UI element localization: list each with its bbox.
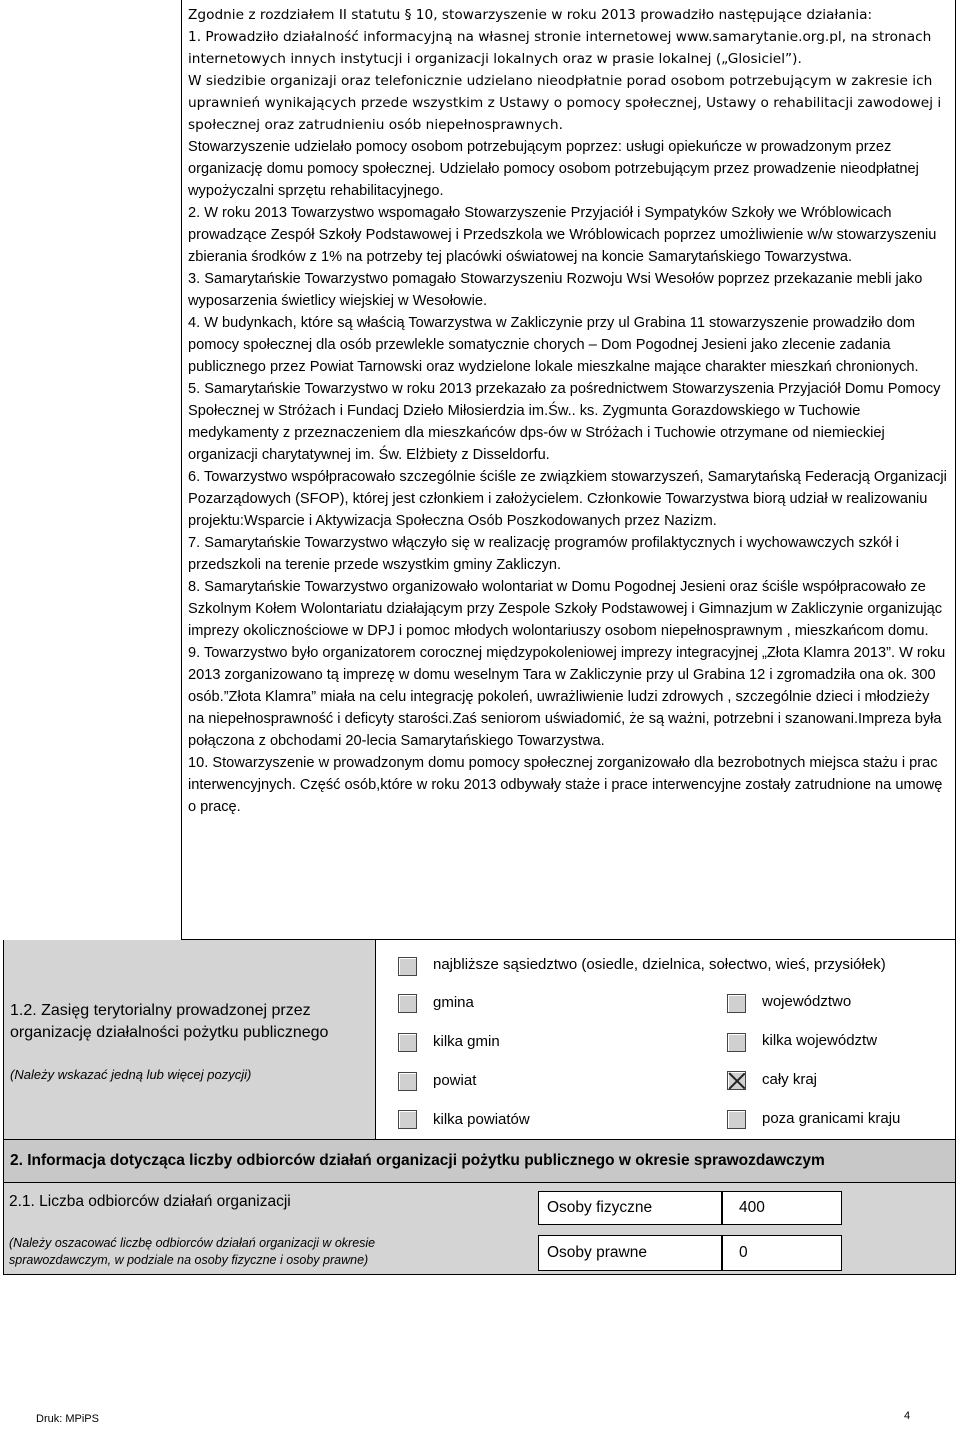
osoby-fizyczne-label: Osoby fizyczne (538, 1191, 722, 1225)
territorial-scope-note: (Należy wskazać jedną lub więcej pozycji) (10, 1067, 252, 1082)
osoby-prawne-label: Osoby prawne (538, 1235, 722, 1271)
option-label: najbliższe sąsiedztwo (osiedle, dzielnica, sołectwo, wieś, przysiółek) (433, 956, 886, 973)
recipients-title: 2.1. Liczba odbiorców działań organizacji (9, 1193, 291, 1210)
checkbox-gmina[interactable] (398, 994, 417, 1013)
print-label: Druk: MPiPS (36, 1413, 99, 1425)
checkbox-poza-granicami[interactable] (727, 1110, 746, 1129)
checkbox-kilka-gmin[interactable] (398, 1033, 417, 1052)
option-label: cały kraj (762, 1071, 818, 1088)
activity-item: 4. W budynkach, które są właścią Towarzystwa w Zakliczynie przy ul Grabina 11 stowarzyszenie prowadziło dom pomocy społecznej dla osób przewlekle somatycznie chorych – Dom Pogodnej Jesieni jako zlecenie zadania publicznego przez Powiat Tarnowski oraz wydzielone lokale mieszkalne mające charakter mieszkań chronionych. (188, 315, 919, 375)
option-label: powiat (433, 1072, 477, 1089)
checkbox-powiat[interactable] (398, 1072, 417, 1091)
checkbox-wojewodztwo[interactable] (727, 994, 746, 1013)
intro-paragraph: Zgodnie z rozdziałem II statutu § 10, stowarzyszenie w roku 2013 prowadziło następujące działania: (188, 7, 873, 23)
activities-text-block (181, 0, 956, 940)
activity-item: 10. Stowarzyszenie w prowadzonym domu pomocy społecznej zorganizowało dla bezrobotnych miejsca stażu i prac interwencyjnych. Część osób,które w roku 2013 odbywały staże i prace interwencyjne zostały zatrudnione na umowę o pracę. (188, 755, 943, 815)
intro-paragraph: 1. Prowadziło działalność informacyjną na własnej stronie internetowej www.samarytanie.org.pl, na stronach internetowych innych instytucji i organizacji lokalnych oraz w prasie lokalnej („Glosiciel”). (188, 29, 932, 67)
option-label: poza granicami kraju (762, 1110, 901, 1127)
activity-item: 2. W roku 2013 Towarzystwo wspomagało Stowarzyszenie Przyjaciół i Sympatyków Szkoły we Wróblowicach prowadzące Zespół Szkoły Podstawowej i Przedszkola we Wróblowicach poprzez umożliwienie w/w stowarzyszeniu zbierania środków z 1% na potrzeby tej placówki oświatowej na koncie Samarytańskiego Towarzystwa. (188, 205, 937, 265)
territorial-scope-title: 1.2. Zasięg terytorialny prowadzonej przez organizację działalności pożytku publicznego (10, 1002, 329, 1041)
territorial-scope-options (375, 940, 956, 1139)
option-label: kilka województw (762, 1032, 878, 1049)
osoby-fizyczne-value[interactable]: 400 (722, 1191, 842, 1225)
page-number: 4 (904, 1410, 911, 1422)
option-label: województwo (762, 993, 852, 1010)
activity-item: 8. Samarytańskie Towarzystwo organizowało wolontariat w Domu Pogodnej Jesieni oraz ściśle współpracowało ze Szkolnym Kołem Wolontariatu działającym przy Zespole Szkoły Podstawowej i Gimnazjum w Zakliczynie organizując imprezy okolicznościowe w DPJ i pomoc młodych wolontariuszy osobom niepełnosprawnym , mieszkańcom domu. (188, 579, 943, 639)
activity-item: 7. Samarytańskie Towarzystwo włączyło się w realizację programów profilaktycznych i wychowawczych szkół i przedszkoli na terenie przede wszystkim gminy Zakliczyn. (188, 535, 900, 573)
activity-item: 9. Towarzystwo było organizatorem corocznej międzypokoleniowej imprezy integracyjnej „Złota Klamra 2013”. W roku 2013 zorganizowano tą imprezę w domu weselnym Tara w Zakliczynie przy ul Grabina 12 i zgromadziła ona ok. 300 osób.”Złota Klamra” miała na celu integrację pokoleń, uwrażliwienie ludzi zdrowych , szczególnie dzieci i młodzieży na niepełnosprawność i deficyty starości.Zaś seniorom uświadomić, że są ważni, potrzebni i szanowani.Impreza była połączona z obchodami 20-lecia Samarytańskiego Towarzystwa. (188, 645, 946, 749)
recipients-values-panel (533, 1183, 956, 1275)
checkbox-kilka-powiatow[interactable] (398, 1110, 417, 1129)
activity-item: 6. Towarzystwo współpracowało szczególnie ściśle ze związkiem stowarzyszeń, Samarytańską Federacją Organizacji Pozarządowych (SFOP), której jest członkiem i założycielem. Członkowie Towarzystwa biorą udział w realizowaniu projektu:Wsparcie i Aktywizacja Społeczna Osób Poszkodowanych przez Nazizm. (188, 469, 947, 529)
intro-paragraph: W siedzibie organizaji oraz telefonicznie udzielano nieodpłatnie porad osobom potrzebującym w zakresie ich uprawnień wynikających przede wszystkim z Ustawy o pomocy społecznej, Ustawy o rehabilitacji zawodowej i społecznej oraz zatrudnieniu osób niepełnosprawnych. (188, 73, 942, 133)
checkbox-caly-kraj[interactable] (727, 1071, 746, 1090)
option-label: kilka powiatów (433, 1111, 530, 1128)
section-2-header: 2. Informacja dotycząca liczby odbiorców działań organizacji pożytku publicznego w okresie sprawozdawczym (3, 1139, 956, 1183)
osoby-prawne-value[interactable]: 0 (722, 1235, 842, 1271)
option-label: kilka gmin (433, 1033, 500, 1050)
recipients-label-panel (3, 1183, 533, 1275)
activity-item: 5. Samarytańskie Towarzystwo w roku 2013 przekazało za pośrednictwem Stowarzyszenia Przyjaciół Domu Pomocy Społecznej w Stróżach i Fundacj Dzieło Miłosierdzia im.Św.. ks. Zygmunta Gorazdowskiego w Tuchowie medykamenty z przeznaczeniem dla mieszkańców dps-ów w Stróżach i Tuchowie otrzymane od niemieckiej organizacji charytatywnej im. Św. Elżbiety z Disseldorfu. (188, 381, 941, 463)
activity-item: 3. Samarytańskie Towarzystwo pomagało Stowarzyszeniu Rozwoju Wsi Wesołów poprzez przekazanie mebli jako wyposarzenia świetlicy wiejskiej w Wesołowie. (188, 271, 923, 309)
recipients-note: (Należy oszacować liczbę odbiorców działań organizacji w okresie sprawozdawczym, w podziale na osoby fizyczne i osoby prawne) (9, 1236, 376, 1267)
checkbox-neighbourhood[interactable] (398, 957, 417, 976)
checkbox-kilka-wojewodztw[interactable] (727, 1033, 746, 1052)
intro-paragraph: Stowarzyszenie udzielało pomocy osobom potrzebującym poprzez: usługi opiekuńcze w prowadzonym przez organizację domu pomocy społecznej. Udzielało pomocy osobom potrzebującym przez prowadzenie nieodpłatnej wypożyczalni sprzętu rehabilitacyjnego. (188, 139, 919, 199)
option-label: gmina (433, 994, 474, 1011)
